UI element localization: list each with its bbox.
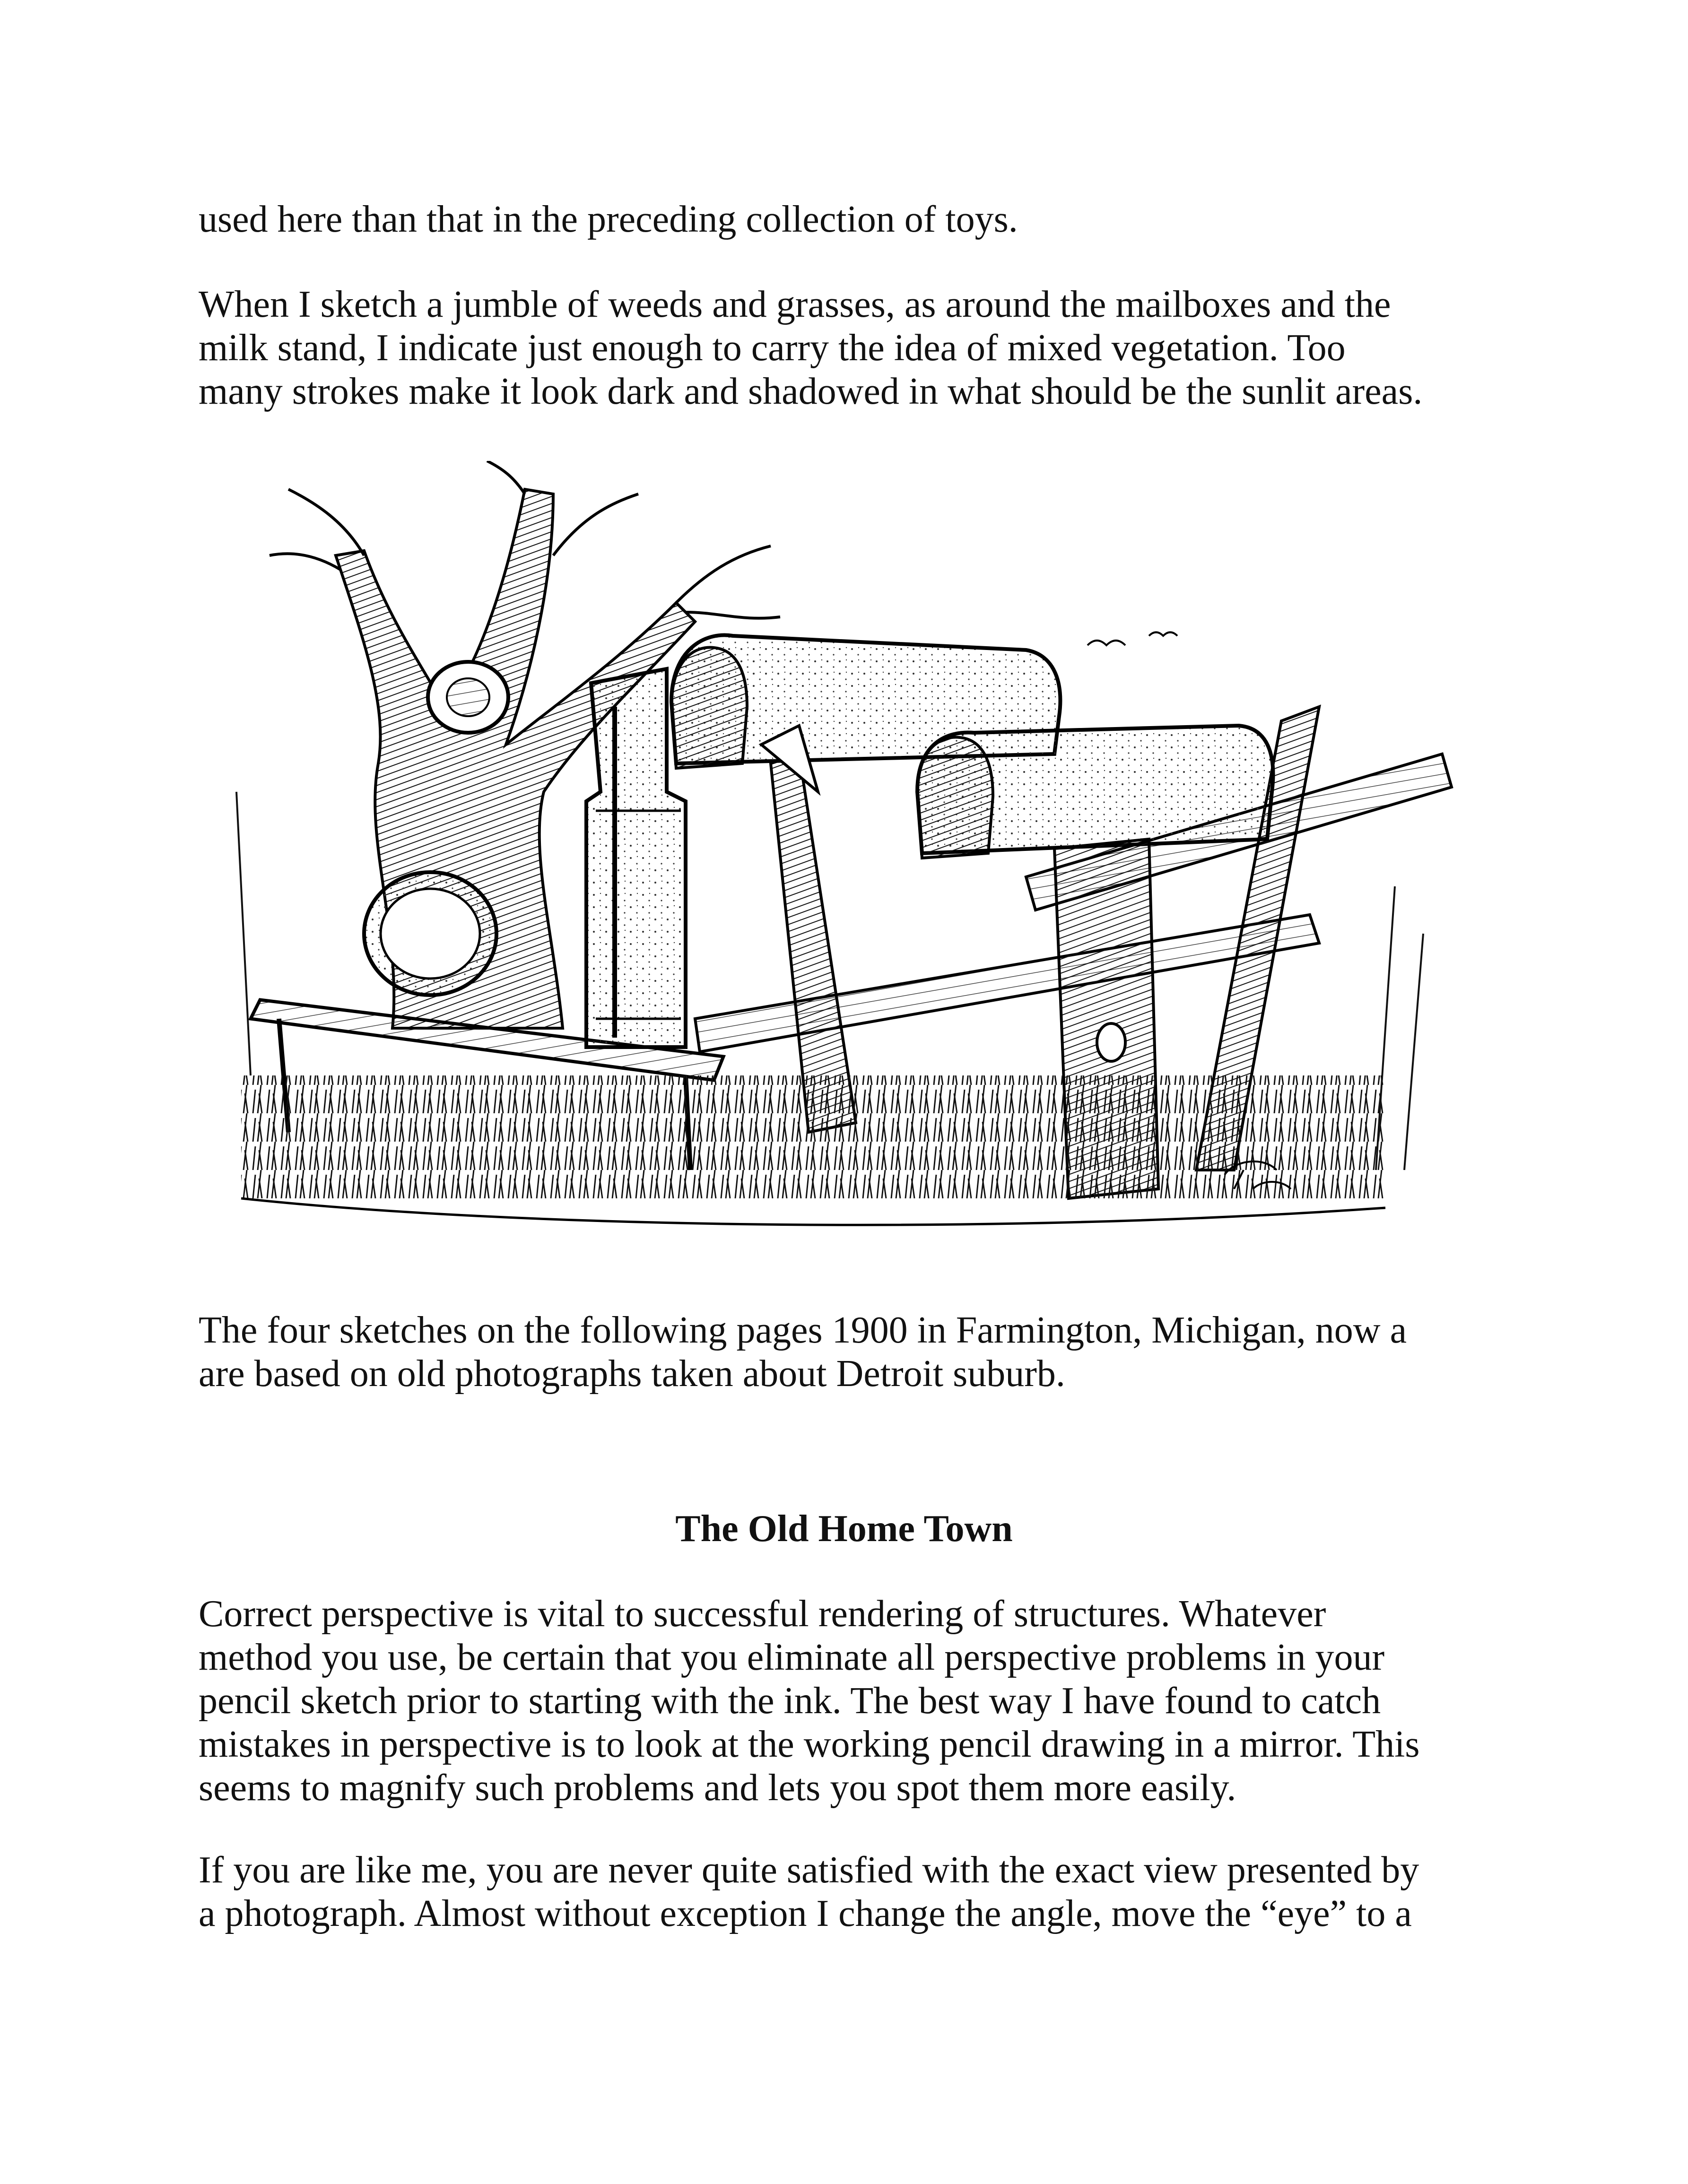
mailbox-left	[671, 635, 1060, 1132]
mailbox-sketch-illustration	[222, 461, 1461, 1302]
paragraph-perspective: Correct perspective is vital to successful rendering of structures. Whatever method you use, be certain that you eliminate all perspective problems in your pencil sketch prior to starting with the ink. The best way I have found to catch mistakes in perspective is to look at the working pencil drawing in a mirror. This seems to magnify such problems and lets you spot them more easily.	[199, 1593, 1420, 1809]
bucket	[364, 872, 496, 995]
paragraph-continuation: used here than that in the preceding collection of toys.	[199, 199, 1018, 240]
milk-can	[586, 669, 686, 1047]
birds	[1088, 633, 1177, 646]
paragraph-photograph: If you are like me, you are never quite satisfied with the exact view presented by a photograph. Almost without exception I change the angle, move the “eye” to a	[199, 1849, 1419, 1934]
paragraph-four-sketches: The four sketches on the following pages 1900 in Farmington, Michigan, now a are based on old photographs taken about Detroit suburb.	[199, 1309, 1407, 1395]
section-heading: The Old Home Town	[675, 1508, 1013, 1550]
paragraph-weeds: When I sketch a jumble of weeds and grasses, as around the mailboxes and the milk stand, I indicate just enough to carry the idea of mixed vegetation. Too many strokes make it look dark and shadowed in what should be the sunlit areas.	[199, 284, 1423, 412]
